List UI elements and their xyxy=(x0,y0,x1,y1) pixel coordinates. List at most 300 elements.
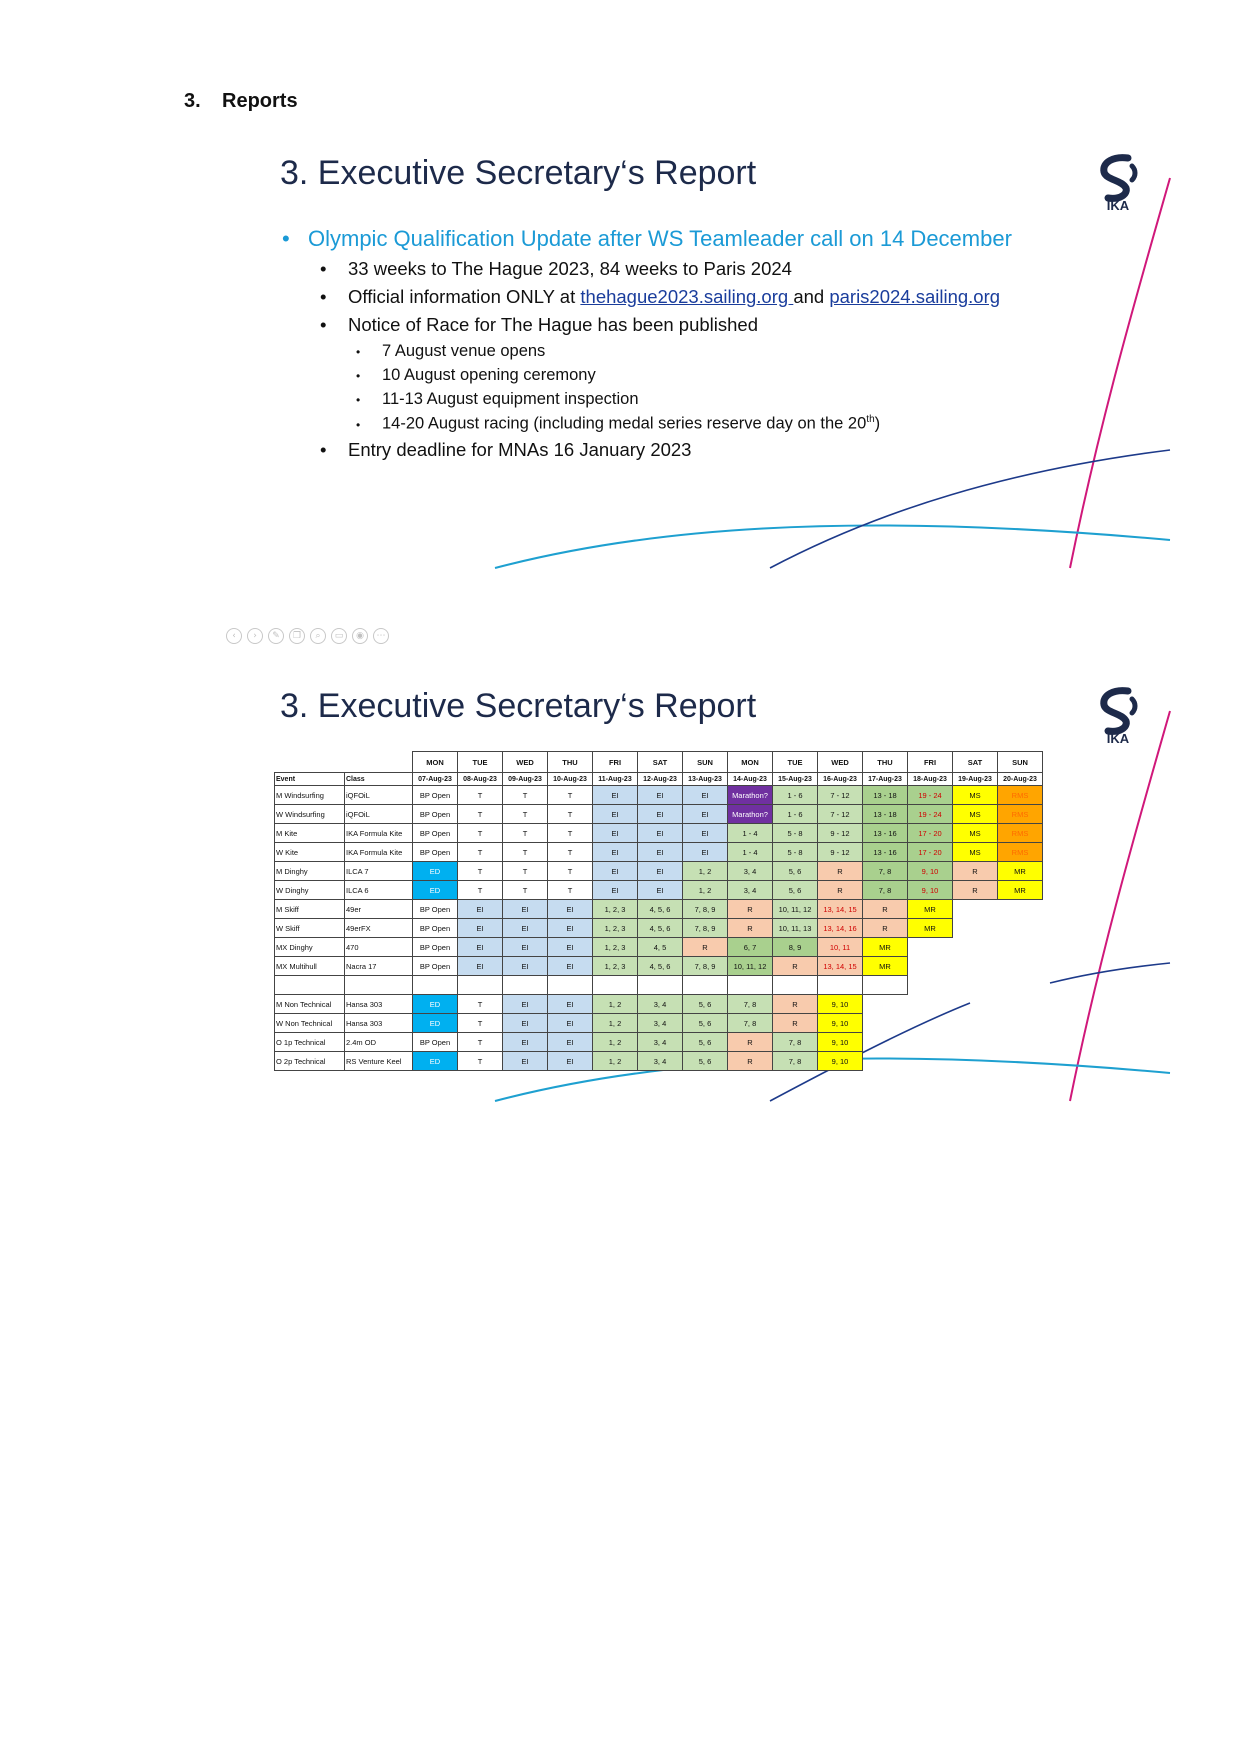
schedule-cell: RMS xyxy=(998,843,1043,862)
schedule-cell: EI xyxy=(548,1014,593,1033)
schedule-cell: BP Open xyxy=(413,824,458,843)
schedule-cell: 5, 6 xyxy=(773,862,818,881)
schedule-cell: EI xyxy=(593,805,638,824)
day-header: FRI xyxy=(908,752,953,773)
schedule-cell: EI xyxy=(593,881,638,900)
schedule-cell: 7, 8 xyxy=(728,1014,773,1033)
bullet-olympic-update: • Olympic Qualification Update after WS Teamleader call on 14 December xyxy=(282,226,1012,251)
slide-2 xyxy=(220,683,1170,1103)
schedule-cell: EI xyxy=(638,786,683,805)
class-cell: RS Venture Keel xyxy=(345,1052,413,1071)
schedule-cell: 7 - 12 xyxy=(818,805,863,824)
day-header: SAT xyxy=(953,752,998,773)
schedule-cell: 3, 4 xyxy=(638,1033,683,1052)
schedule-cell: 13 - 16 xyxy=(863,824,908,843)
schedule-cell xyxy=(863,1014,908,1033)
schedule-cell: EI xyxy=(548,938,593,957)
schedule-cell: 9, 10 xyxy=(818,1014,863,1033)
schedule-cell xyxy=(908,976,953,995)
schedule-cell: EI xyxy=(458,957,503,976)
schedule-cell: EI xyxy=(503,1014,548,1033)
schedule-cell xyxy=(998,957,1043,976)
schedule-cell: 5 - 8 xyxy=(773,843,818,862)
class-cell: 49erFX xyxy=(345,919,413,938)
schedule-cell: 1, 2, 3 xyxy=(593,938,638,957)
schedule-cell: T xyxy=(548,862,593,881)
schedule-cell xyxy=(458,976,503,995)
schedule-cell xyxy=(953,995,998,1014)
schedule-cell: 13, 14, 15 xyxy=(818,900,863,919)
schedule-row xyxy=(275,1052,1043,1071)
schedule-cell: 7, 8 xyxy=(863,881,908,900)
schedule-cell: 1, 2 xyxy=(683,881,728,900)
schedule-cell: 9, 10 xyxy=(818,995,863,1014)
date-header: 13-Aug-23 xyxy=(683,773,728,786)
schedule-cell: 5, 6 xyxy=(773,881,818,900)
schedule-cell xyxy=(908,957,953,976)
schedule-cell: EI xyxy=(638,824,683,843)
schedule-cell: T xyxy=(458,786,503,805)
schedule-cell: 6, 7 xyxy=(728,938,773,957)
date-header: 18-Aug-23 xyxy=(908,773,953,786)
event-cell xyxy=(275,976,345,995)
schedule-cell: BP Open xyxy=(413,957,458,976)
date-header-row xyxy=(275,773,1043,786)
schedule-cell: BP Open xyxy=(413,919,458,938)
schedule-row xyxy=(275,938,1043,957)
sub-bullet-text: 10 August opening ceremony xyxy=(382,366,596,384)
schedule-cell: T xyxy=(458,1014,503,1033)
schedule-cell: 7, 8, 9 xyxy=(683,957,728,976)
schedule-cell xyxy=(953,938,998,957)
bullet-entry-deadline: • Entry deadline for MNAs 16 January 2023 xyxy=(320,438,692,460)
schedule-cell: T xyxy=(458,862,503,881)
slide-bullets xyxy=(282,226,1162,467)
schedule-cell: MR xyxy=(998,881,1043,900)
event-cell: M Windsurfing xyxy=(275,786,345,805)
prev-icon[interactable]: ‹ xyxy=(226,628,242,644)
blank-cell xyxy=(345,752,413,773)
schedule-cell: EI xyxy=(503,1033,548,1052)
schedule-cell: EI xyxy=(458,900,503,919)
event-cell: MX Dinghy xyxy=(275,938,345,957)
day-header: WED xyxy=(503,752,548,773)
schedule-cell: R xyxy=(863,919,908,938)
schedule-cell: 7, 8 xyxy=(773,1052,818,1071)
schedule-cell: EI xyxy=(683,843,728,862)
schedule-cell: T xyxy=(458,881,503,900)
bullet-text: and xyxy=(793,286,830,307)
schedule-cell: EI xyxy=(503,957,548,976)
link-paris2024[interactable]: paris2024.sailing.org xyxy=(829,286,1001,307)
event-cell: M Kite xyxy=(275,824,345,843)
schedule-cell: ED xyxy=(413,995,458,1014)
schedule-cell: EI xyxy=(548,1033,593,1052)
schedule-cell xyxy=(548,976,593,995)
schedule-cell: 7, 8 xyxy=(728,995,773,1014)
schedule-cell xyxy=(953,976,998,995)
schedule-cell xyxy=(998,995,1043,1014)
schedule-cell: 3, 4 xyxy=(638,1014,683,1033)
ika-logo xyxy=(1088,152,1148,212)
event-cell: M Dinghy xyxy=(275,862,345,881)
schedule-cell xyxy=(638,976,683,995)
schedule-cell: T xyxy=(503,786,548,805)
schedule-cell: EI xyxy=(548,919,593,938)
schedule-cell: 17 - 20 xyxy=(908,824,953,843)
class-cell: 2.4m OD xyxy=(345,1033,413,1052)
schedule-cell xyxy=(683,976,728,995)
slide-title: 3. Executive Secretary‘s Report xyxy=(280,154,757,192)
date-header: 15-Aug-23 xyxy=(773,773,818,786)
schedule-cell: 4, 5, 6 xyxy=(638,957,683,976)
day-header: SAT xyxy=(638,752,683,773)
schedule-cell: T xyxy=(458,843,503,862)
class-cell: Hansa 303 xyxy=(345,995,413,1014)
logo-text: IKA xyxy=(1106,731,1130,746)
section-heading xyxy=(184,90,298,113)
schedule-cell: T xyxy=(548,805,593,824)
schedule-cell: 9, 10 xyxy=(908,862,953,881)
schedule-cell xyxy=(863,1052,908,1071)
schedule-row xyxy=(275,843,1043,862)
day-header: TUE xyxy=(458,752,503,773)
schedule-cell: BP Open xyxy=(413,805,458,824)
schedule-cell: 10, 11, 12 xyxy=(773,900,818,919)
schedule-cell: 7 - 12 xyxy=(818,786,863,805)
schedule-cell: 9, 10 xyxy=(908,881,953,900)
schedule-row xyxy=(275,976,1043,995)
schedule-cell: 3, 4 xyxy=(638,1052,683,1071)
event-cell: W Kite xyxy=(275,843,345,862)
schedule-table xyxy=(274,751,1043,1071)
schedule-cell: 10, 11 xyxy=(818,938,863,957)
sub-bullet-ceremony: • 10 August opening ceremony xyxy=(356,366,596,384)
sub-bullet-text: ) xyxy=(874,414,881,433)
schedule-cell: Marathon? xyxy=(728,805,773,824)
schedule-cell: 1 - 6 xyxy=(773,786,818,805)
schedule-cell xyxy=(998,1033,1043,1052)
day-header: TUE xyxy=(773,752,818,773)
schedule-cell: EI xyxy=(593,786,638,805)
schedule-cell: EI xyxy=(503,938,548,957)
schedule-cell: 1 - 4 xyxy=(728,824,773,843)
schedule-cell: R xyxy=(773,957,818,976)
event-cell: MX Multihull xyxy=(275,957,345,976)
schedule-cell: EI xyxy=(638,862,683,881)
schedule-cell: MR xyxy=(908,919,953,938)
schedule-cell: ED xyxy=(413,862,458,881)
schedule-cell: EI xyxy=(638,881,683,900)
schedule-cell: MS xyxy=(953,786,998,805)
date-header: 19-Aug-23 xyxy=(953,773,998,786)
schedule-cell: R xyxy=(683,938,728,957)
pen-icon[interactable]: ✎ xyxy=(268,628,284,644)
class-cell: Hansa 303 xyxy=(345,1014,413,1033)
date-header: 08-Aug-23 xyxy=(458,773,503,786)
schedule-cell: EI xyxy=(683,786,728,805)
schedule-cell: 1 - 6 xyxy=(773,805,818,824)
schedule-cell xyxy=(953,900,998,919)
schedule-cell: MR xyxy=(998,862,1043,881)
schedule-row xyxy=(275,805,1043,824)
class-cell: iQFOiL xyxy=(345,805,413,824)
link-thehague2023[interactable]: thehague2023.sailing.org xyxy=(580,286,794,307)
schedule-cell: 10, 11, 13 xyxy=(773,919,818,938)
sub-bullet-text: 7 August venue opens xyxy=(382,342,546,360)
schedule-cell: R xyxy=(728,1052,773,1071)
ika-logo xyxy=(1088,685,1148,745)
schedule-row xyxy=(275,995,1043,1014)
schedule-cell: 13 - 18 xyxy=(863,786,908,805)
event-header: Event xyxy=(275,773,345,786)
bullet-text: Entry deadline for MNAs 16 January 2023 xyxy=(348,438,692,460)
schedule-cell: EI xyxy=(593,843,638,862)
schedule-cell: 19 - 24 xyxy=(908,805,953,824)
class-header: Class xyxy=(345,773,413,786)
schedule-cell: Marathon? xyxy=(728,786,773,805)
slide-1 xyxy=(220,150,1170,641)
schedule-cell: 4, 5, 6 xyxy=(638,900,683,919)
date-header: 11-Aug-23 xyxy=(593,773,638,786)
sub-bullet-racing: • 14-20 August racing (including medal series reserve day on the 20th) xyxy=(356,414,881,433)
schedule-cell: 1, 2 xyxy=(593,995,638,1014)
schedule-cell xyxy=(908,1014,953,1033)
schedule-cell xyxy=(818,976,863,995)
schedule-cell: MR xyxy=(908,900,953,919)
bullet-text: Official information ONLY at xyxy=(348,286,581,307)
schedule-cell: 8, 9 xyxy=(773,938,818,957)
next-icon[interactable]: › xyxy=(247,628,263,644)
schedule-cell: BP Open xyxy=(413,843,458,862)
class-cell: ILCA 6 xyxy=(345,881,413,900)
day-header: SUN xyxy=(683,752,728,773)
schedule-cell xyxy=(773,976,818,995)
schedule-cell xyxy=(908,1052,953,1071)
schedule-cell: ED xyxy=(413,1052,458,1071)
superscript: th xyxy=(866,414,875,425)
schedule-cell: T xyxy=(548,881,593,900)
slide-nav-toolbar xyxy=(226,628,389,644)
schedule-cell: T xyxy=(548,843,593,862)
bullet-text: Notice of Race for The Hague has been published xyxy=(348,314,759,335)
bullet-text: 33 weeks to The Hague 2023, 84 weeks to Paris 2024 xyxy=(348,258,792,279)
schedule-cell: R xyxy=(773,995,818,1014)
schedule-cell: 13, 14, 15 xyxy=(818,957,863,976)
schedule-cell: 5, 6 xyxy=(683,995,728,1014)
event-cell: W Skiff xyxy=(275,919,345,938)
schedule-cell: T xyxy=(458,824,503,843)
schedule-cell: 7, 8, 9 xyxy=(683,900,728,919)
schedule-cell: 3, 4 xyxy=(728,881,773,900)
schedule-cell: 1, 2 xyxy=(593,1014,638,1033)
schedule-cell: R xyxy=(818,862,863,881)
schedule-cell: 7, 8, 9 xyxy=(683,919,728,938)
blank-cell xyxy=(275,752,345,773)
bullet-text: Olympic Qualification Update after WS Teamleader call on 14 December xyxy=(308,226,1012,251)
sub-bullet-inspection: • 11-13 August equipment inspection xyxy=(356,390,639,408)
sub-bullet-text: 11-13 August equipment inspection xyxy=(382,390,639,408)
schedule-cell: R xyxy=(728,900,773,919)
bullet-notice-of-race: • Notice of Race for The Hague has been published xyxy=(320,314,759,335)
schedule-cell: R xyxy=(773,1014,818,1033)
schedule-cell: T xyxy=(458,1033,503,1052)
schedule-cell: T xyxy=(548,786,593,805)
schedule-cell: 17 - 20 xyxy=(908,843,953,862)
schedule-cell xyxy=(728,976,773,995)
schedule-cell xyxy=(908,938,953,957)
event-cell: O 1p Technical xyxy=(275,1033,345,1052)
date-header: 10-Aug-23 xyxy=(548,773,593,786)
schedule-row xyxy=(275,1033,1043,1052)
schedule-cell: R xyxy=(953,862,998,881)
date-header: 20-Aug-23 xyxy=(998,773,1043,786)
schedule-cell: EI xyxy=(503,919,548,938)
schedule-cell: 13 - 16 xyxy=(863,843,908,862)
bullet-weeks: • 33 weeks to The Hague 2023, 84 weeks to Paris 2024 xyxy=(320,258,792,279)
schedule-cell: 10, 11, 12 xyxy=(728,957,773,976)
schedule-cell: T xyxy=(503,862,548,881)
day-header: WED xyxy=(818,752,863,773)
schedule-cell: 9 - 12 xyxy=(818,843,863,862)
schedule-cell: T xyxy=(548,824,593,843)
class-cell: 470 xyxy=(345,938,413,957)
schedule-cell: BP Open xyxy=(413,1033,458,1052)
schedule-cell: EI xyxy=(548,900,593,919)
date-header: 16-Aug-23 xyxy=(818,773,863,786)
date-header: 17-Aug-23 xyxy=(863,773,908,786)
schedule-cell xyxy=(863,995,908,1014)
schedule-cell: 3, 4 xyxy=(638,995,683,1014)
schedule-cell: T xyxy=(503,843,548,862)
logo-text: IKA xyxy=(1106,198,1130,213)
schedule-cell: T xyxy=(458,805,503,824)
schedule-cell: R xyxy=(728,919,773,938)
section-number: 3. xyxy=(184,90,201,112)
date-header: 07-Aug-23 xyxy=(413,773,458,786)
schedule-cell: MS xyxy=(953,843,998,862)
schedule-cell: 1, 2, 3 xyxy=(593,900,638,919)
schedule-cell: 7, 8 xyxy=(773,1033,818,1052)
schedule-cell: T xyxy=(458,1052,503,1071)
slide-title: 3. Executive Secretary‘s Report xyxy=(280,687,757,725)
schedule-cell: T xyxy=(458,995,503,1014)
schedule-cell: T xyxy=(503,805,548,824)
date-header: 12-Aug-23 xyxy=(638,773,683,786)
day-header: FRI xyxy=(593,752,638,773)
schedule-cell: 5 - 8 xyxy=(773,824,818,843)
class-cell: Nacra 17 xyxy=(345,957,413,976)
camera-icon[interactable]: ◉ xyxy=(352,628,368,644)
schedule-row xyxy=(275,824,1043,843)
event-cell: W Dinghy xyxy=(275,881,345,900)
date-header: 14-Aug-23 xyxy=(728,773,773,786)
schedule-cell: 5, 6 xyxy=(683,1014,728,1033)
schedule-cell: EI xyxy=(683,805,728,824)
schedule-cell: 19 - 24 xyxy=(908,786,953,805)
zoom-icon[interactable]: ⌕ xyxy=(310,628,326,644)
schedule-cell: BP Open xyxy=(413,900,458,919)
schedule-cell: RMS xyxy=(998,824,1043,843)
schedule-cell: 13 - 18 xyxy=(863,805,908,824)
schedule-cell: 4, 5, 6 xyxy=(638,919,683,938)
day-header-row xyxy=(275,752,1043,773)
schedule-cell: 13, 14, 16 xyxy=(818,919,863,938)
schedule-row xyxy=(275,957,1043,976)
schedule-cell: R xyxy=(728,1033,773,1052)
schedule-cell: BP Open xyxy=(413,786,458,805)
section-title: Reports xyxy=(222,90,298,112)
schedule-cell xyxy=(863,976,908,995)
schedule-cell xyxy=(908,995,953,1014)
schedule-cell: R xyxy=(953,881,998,900)
schedule-cell xyxy=(863,1033,908,1052)
schedule-row xyxy=(275,919,1043,938)
schedule-cell: 1, 2 xyxy=(593,1033,638,1052)
schedule-cell: EI xyxy=(683,824,728,843)
copy-icon[interactable]: ❐ xyxy=(289,628,305,644)
schedule-cell: 4, 5 xyxy=(638,938,683,957)
schedule-cell: 1, 2 xyxy=(683,862,728,881)
race-schedule xyxy=(274,751,1043,1071)
day-header: MON xyxy=(728,752,773,773)
schedule-cell: 5, 6 xyxy=(683,1033,728,1052)
schedule-row xyxy=(275,881,1043,900)
date-header: 09-Aug-23 xyxy=(503,773,548,786)
schedule-cell xyxy=(998,900,1043,919)
schedule-row xyxy=(275,900,1043,919)
schedule-cell: ED xyxy=(413,1014,458,1033)
schedule-cell: RMS xyxy=(998,786,1043,805)
schedule-cell: EI xyxy=(503,1052,548,1071)
schedule-cell xyxy=(953,1052,998,1071)
schedule-cell: 3, 4 xyxy=(728,862,773,881)
schedule-cell: 9, 10 xyxy=(818,1033,863,1052)
class-cell: IKA Formula Kite xyxy=(345,843,413,862)
schedule-cell: EI xyxy=(458,938,503,957)
schedule-cell: EI xyxy=(593,862,638,881)
class-cell xyxy=(345,976,413,995)
schedule-row xyxy=(275,862,1043,881)
class-cell: iQFOiL xyxy=(345,786,413,805)
schedule-cell: 5, 6 xyxy=(683,1052,728,1071)
schedule-cell: 1 - 4 xyxy=(728,843,773,862)
schedule-cell: EI xyxy=(503,900,548,919)
schedule-cell: 1, 2, 3 xyxy=(593,919,638,938)
schedule-cell: BP Open xyxy=(413,938,458,957)
schedule-cell: EI xyxy=(548,995,593,1014)
event-cell: W Non Technical xyxy=(275,1014,345,1033)
schedule-cell xyxy=(908,1033,953,1052)
schedule-cell: MS xyxy=(953,824,998,843)
more-icon[interactable]: ⋯ xyxy=(373,628,389,644)
schedule-cell: EI xyxy=(548,957,593,976)
schedule-cell: EI xyxy=(548,1052,593,1071)
schedule-cell: T xyxy=(503,824,548,843)
schedule-cell xyxy=(998,976,1043,995)
schedule-cell: 9, 10 xyxy=(818,1052,863,1071)
schedule-cell: MR xyxy=(863,957,908,976)
schedule-cell: EI xyxy=(458,919,503,938)
schedule-cell xyxy=(413,976,458,995)
schedule-cell xyxy=(998,1052,1043,1071)
schedule-cell: ED xyxy=(413,881,458,900)
day-header: MON xyxy=(413,752,458,773)
screen-icon[interactable]: ▭ xyxy=(331,628,347,644)
event-cell: M Non Technical xyxy=(275,995,345,1014)
schedule-cell: EI xyxy=(593,824,638,843)
schedule-cell xyxy=(953,1033,998,1052)
